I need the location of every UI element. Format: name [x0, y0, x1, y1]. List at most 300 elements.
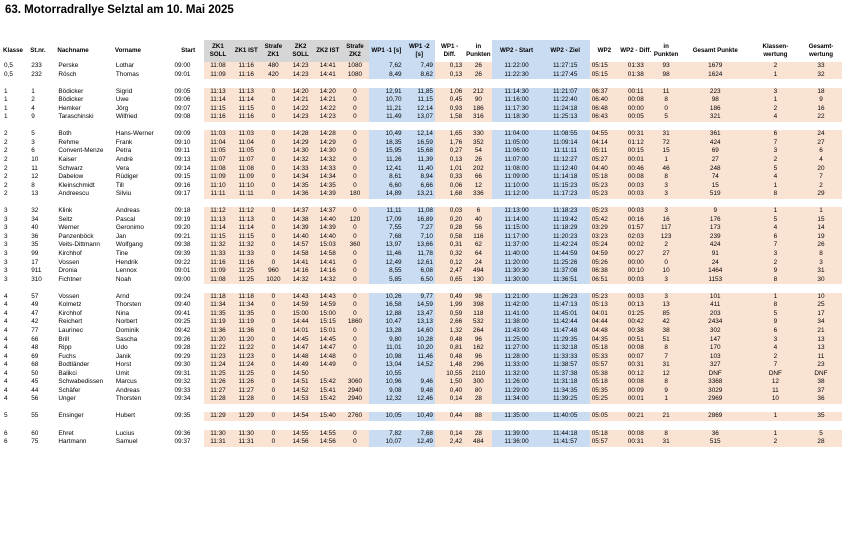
- table-cell: 75: [31, 438, 39, 446]
- table-cell: Brill: [58, 335, 70, 343]
- table-cell: Convent-Menze: [58, 147, 104, 155]
- table-cell: 14:16: [286, 267, 314, 276]
- table-cell: 2: [800, 182, 842, 191]
- table-cell: 11:25:00: [492, 336, 540, 345]
- table-cell: 300: [464, 378, 492, 387]
- table-cell: 11:34:00: [492, 395, 540, 404]
- table-cell: 186: [464, 105, 492, 114]
- table-cell: 85: [653, 310, 680, 319]
- column-header: Strafe ZK1: [260, 40, 286, 62]
- table-cell: 4: [4, 301, 8, 309]
- table-cell: 1153: [680, 276, 751, 285]
- table-cell: 14:41: [315, 62, 341, 71]
- table-cell: 0,14: [435, 430, 464, 439]
- table-cell: 4: [4, 344, 8, 352]
- table-cell: 8: [751, 301, 800, 310]
- table-cell: 11: [31, 164, 38, 172]
- table-cell: 11:44:59: [541, 250, 590, 259]
- table-cell: 6,50: [404, 276, 435, 285]
- table-cell: 11:08: [232, 165, 260, 174]
- table-cell: 05:57: [590, 438, 619, 447]
- table-cell: 11:28:00: [492, 353, 540, 362]
- table-cell: 11,40: [404, 165, 435, 174]
- table-cell: 3: [4, 232, 8, 240]
- table-cell: 0: [260, 412, 286, 421]
- table-cell: 14,59: [404, 301, 435, 310]
- table-cell: 11:13: [204, 88, 232, 97]
- table-cell: 11:13: [232, 216, 260, 225]
- table-cell: 68: [31, 361, 39, 369]
- table-cell: 11:47:13: [541, 301, 590, 310]
- table-cell: 1,65: [435, 130, 464, 139]
- table-cell: 34: [31, 215, 39, 223]
- table-cell: 0,31: [435, 241, 464, 250]
- table-cell: 90: [464, 96, 492, 105]
- table-row: [2, 370, 842, 379]
- table-cell: 11:30: [232, 430, 260, 439]
- table-cell: 09:28: [174, 344, 191, 352]
- table-cell: 8: [653, 430, 680, 439]
- table-cell: 0: [341, 353, 369, 362]
- table-cell: 147: [680, 336, 751, 345]
- table-cell: 2869: [680, 412, 751, 421]
- table-cell: 00:01: [619, 156, 652, 165]
- table-cell: 14:59: [315, 301, 341, 310]
- table-cell: 296: [464, 361, 492, 370]
- table-cell: 11:36:00: [492, 438, 540, 447]
- table-cell: 96: [464, 353, 492, 362]
- table-cell: 11:41:00: [492, 310, 540, 319]
- table-cell: 11:05:00: [492, 139, 540, 148]
- table-cell: 11:07: [232, 156, 260, 165]
- table-cell: 05:35: [590, 387, 619, 396]
- table-cell: 336: [464, 190, 492, 199]
- table-cell: 2,47: [435, 267, 464, 276]
- table-cell: 11:30:30: [492, 267, 540, 276]
- table-cell: 9: [680, 207, 751, 216]
- table-cell: 11:14: [204, 224, 232, 233]
- table-cell: 11:35: [204, 310, 232, 319]
- table-cell: 14:43: [286, 293, 314, 302]
- table-cell: 13,13: [404, 318, 435, 327]
- table-cell: 14:56: [315, 438, 341, 447]
- table-cell: 11:31: [232, 438, 260, 447]
- table-cell: 4: [4, 352, 8, 360]
- table-cell: 11:16: [232, 62, 260, 71]
- table-cell: 60: [31, 429, 39, 437]
- table-cell: 2,42: [435, 438, 464, 447]
- table-cell: 118: [464, 310, 492, 319]
- table-cell: 130: [464, 276, 492, 285]
- table-cell: 10,55: [435, 370, 464, 379]
- table-cell: 14:20: [315, 88, 341, 97]
- table-cell: 17: [800, 310, 842, 319]
- table-cell: 14:35: [315, 182, 341, 191]
- table-cell: 34: [800, 318, 842, 327]
- table-cell: 11,46: [369, 250, 404, 259]
- table-cell: 05:23: [590, 293, 619, 302]
- table-cell: Bödicker: [58, 96, 84, 104]
- table-cell: 9,08: [369, 387, 404, 396]
- table-cell: 3: [4, 215, 8, 223]
- table-row: [2, 310, 842, 319]
- table-cell: 0: [341, 310, 369, 319]
- table-cell: 13,07: [404, 113, 435, 122]
- table-cell: 1,32: [435, 327, 464, 336]
- table-cell: 11:33:00: [492, 361, 540, 370]
- table-cell: 11:42:00: [492, 301, 540, 310]
- table-cell: 04:35: [590, 336, 619, 345]
- table-cell: 09:05: [174, 87, 191, 95]
- table-cell: 09:19: [174, 215, 191, 223]
- table-cell: 14:37: [286, 207, 314, 216]
- table-cell: 5: [4, 412, 8, 420]
- table-cell: 01:38: [619, 71, 652, 80]
- table-cell: Andreas: [115, 386, 140, 394]
- table-cell: 45: [31, 378, 39, 386]
- table-cell: 13: [800, 336, 842, 345]
- table-cell: 9: [751, 267, 800, 276]
- table-cell: 11:23: [232, 353, 260, 362]
- table-cell: 2969: [680, 395, 751, 404]
- table-cell: Frank: [115, 138, 133, 146]
- table-cell: 11:38:00: [492, 318, 540, 327]
- table-cell: 11:17:30: [492, 105, 540, 114]
- table-cell: 09:30: [174, 361, 191, 369]
- table-cell: Reichert: [58, 318, 83, 326]
- table-cell: 11:21:00: [492, 293, 540, 302]
- table-cell: 0: [260, 182, 286, 191]
- column-header: WP2 - Start: [492, 40, 540, 62]
- table-cell: 05:23: [590, 182, 619, 191]
- table-cell: 16,59: [404, 139, 435, 148]
- table-cell: 05:24: [590, 241, 619, 250]
- table-cell: 0: [260, 387, 286, 396]
- table-cell: 3: [4, 258, 8, 266]
- table-cell: 8: [31, 181, 35, 189]
- table-cell: 44: [31, 386, 39, 394]
- table-cell: 38: [653, 327, 680, 336]
- column-header: WP1 -1 [s]: [369, 40, 404, 62]
- table-cell: 01:25: [619, 310, 652, 319]
- table-cell: 0: [341, 113, 369, 122]
- table-cell: 8: [653, 173, 680, 182]
- table-cell: 7,55: [369, 224, 404, 233]
- table-cell: Schwabedissen: [58, 378, 104, 386]
- table-cell: 00:08: [619, 430, 652, 439]
- table-cell: 2434: [680, 318, 751, 327]
- table-cell: 11:18:30: [492, 113, 540, 122]
- table-cell: 11:36:51: [541, 276, 590, 285]
- table-row: [2, 438, 842, 447]
- table-cell: 2: [653, 241, 680, 250]
- table-cell: 91: [680, 250, 751, 259]
- separator-cell: [2, 199, 842, 208]
- table-cell: 31: [653, 130, 680, 139]
- table-cell: 46: [653, 165, 680, 174]
- table-cell: 14:49: [315, 361, 341, 370]
- table-cell: 00:11: [619, 88, 652, 97]
- table-cell: 1,01: [435, 165, 464, 174]
- table-cell: 09:24: [174, 292, 191, 300]
- table-cell: 11:05: [204, 147, 232, 156]
- table-cell: 98: [653, 71, 680, 80]
- table-cell: 11:32:00: [492, 370, 540, 379]
- table-cell: 09:42: [174, 326, 191, 334]
- table-cell: 28: [800, 438, 842, 447]
- table-cell: 14:36: [286, 190, 314, 199]
- table-cell: 10,49: [369, 130, 404, 139]
- table-cell: 11:31: [204, 438, 232, 447]
- table-row: [2, 96, 842, 105]
- column-header: Vorname: [114, 47, 141, 54]
- table-cell: 9,48: [404, 387, 435, 396]
- table-cell: 6: [31, 147, 35, 155]
- table-cell: Perske: [58, 62, 79, 69]
- table-cell: 6,66: [404, 182, 435, 191]
- table-cell: 32: [31, 207, 39, 215]
- table-cell: 36: [680, 430, 751, 439]
- table-cell: 14:23: [286, 62, 314, 71]
- table-cell: 14:45: [286, 336, 314, 345]
- separator-cell: [2, 421, 842, 430]
- table-cell: 1: [4, 96, 8, 104]
- table-row: [2, 224, 842, 233]
- table-cell: 310: [31, 275, 42, 283]
- table-cell: 11:12:40: [541, 165, 590, 174]
- table-cell: 09:07: [174, 104, 191, 112]
- table-cell: 7: [751, 139, 800, 148]
- table-cell: 1080: [341, 62, 369, 71]
- table-cell: 180: [341, 190, 369, 199]
- table-cell: 6,60: [369, 182, 404, 191]
- table-cell: 0: [260, 259, 286, 268]
- table-cell: 17: [31, 258, 39, 266]
- table-cell: 10,07: [369, 438, 404, 447]
- table-cell: 0: [260, 147, 286, 156]
- table-cell: 00:21: [619, 412, 652, 421]
- table-cell: 09:29: [174, 352, 191, 360]
- table-cell: 00:31: [619, 438, 652, 447]
- table-cell: Klink: [58, 207, 73, 215]
- table-cell: 42: [31, 318, 39, 326]
- table-cell: 04:14: [590, 139, 619, 148]
- table-cell: 0: [341, 139, 369, 148]
- table-cell: 11:22: [232, 344, 260, 353]
- table-cell: 0,44: [435, 412, 464, 421]
- table-cell: 1: [751, 71, 800, 80]
- table-cell: 0: [341, 301, 369, 310]
- table-cell: Dronia: [58, 267, 78, 275]
- table-cell: 0,48: [435, 336, 464, 345]
- table-cell: DNF: [751, 370, 800, 379]
- table-cell: 0,32: [435, 250, 464, 259]
- table-cell: 48: [31, 344, 39, 352]
- table-cell: 1624: [680, 71, 751, 80]
- table-cell: 14:33: [286, 165, 314, 174]
- table-cell: 00:27: [619, 250, 652, 259]
- table-cell: Rehme: [58, 138, 79, 146]
- table-cell: Seitz: [58, 215, 73, 223]
- table-cell: 11:28: [232, 395, 260, 404]
- column-header: WP1 - Diff.: [441, 43, 459, 58]
- table-cell: 00:15: [619, 147, 652, 156]
- table-cell: 1: [800, 207, 842, 216]
- table-cell: 0: [341, 276, 369, 285]
- table-cell: 00:08: [619, 378, 652, 387]
- table-cell: 0: [260, 241, 286, 250]
- table-cell: 00:00: [619, 259, 652, 268]
- table-cell: 51: [653, 336, 680, 345]
- table-cell: 0: [260, 370, 286, 379]
- table-cell: 0: [341, 96, 369, 105]
- table-cell: 11,21: [369, 105, 404, 114]
- table-cell: 04:01: [590, 310, 619, 319]
- table-cell: 2: [4, 164, 8, 172]
- table-cell: 0,58: [435, 233, 464, 242]
- table-cell: 0: [260, 113, 286, 122]
- table-cell: 960: [260, 267, 286, 276]
- table-cell: 11:12:27: [541, 156, 590, 165]
- table-cell: 06:40: [590, 96, 619, 105]
- table-cell: 4: [4, 369, 8, 377]
- table-cell: Silviu: [115, 190, 132, 198]
- table-cell: 18: [800, 88, 842, 97]
- table-cell: 12,88: [369, 310, 404, 319]
- table-cell: 11:08: [204, 276, 232, 285]
- table-cell: Andreas: [115, 207, 140, 215]
- table-cell: 66: [31, 335, 39, 343]
- table-cell: 2760: [341, 412, 369, 421]
- table-cell: 25: [800, 301, 842, 310]
- table-cell: 11:12: [232, 207, 260, 216]
- table-cell: 09:11: [174, 147, 191, 155]
- table-cell: 06:43: [590, 113, 619, 122]
- table-cell: 11:27:45: [541, 71, 590, 80]
- table-row: [2, 353, 842, 362]
- table-cell: 04:44: [590, 318, 619, 327]
- table-cell: 11:37:00: [492, 241, 540, 250]
- table-cell: [315, 370, 341, 379]
- table-cell: Kirchhof: [58, 309, 82, 317]
- table-cell: 2: [4, 130, 8, 138]
- table-cell: 11:45:01: [541, 310, 590, 319]
- table-cell: 0: [341, 165, 369, 174]
- table-cell: 9: [31, 113, 35, 121]
- table-cell: 09:38: [174, 241, 191, 249]
- table-cell: 14:52: [286, 387, 314, 396]
- table-cell: 40: [31, 224, 39, 232]
- table-cell: 11:42:24: [541, 241, 590, 250]
- table-cell: 2940: [341, 387, 369, 396]
- table-cell: 15:00: [315, 310, 341, 319]
- table-cell: 4: [4, 318, 8, 326]
- table-cell: 5: [751, 310, 800, 319]
- table-cell: 11:10: [232, 182, 260, 191]
- table-cell: 4: [4, 292, 8, 300]
- table-cell: 0: [341, 293, 369, 302]
- table-cell: 18,35: [369, 139, 404, 148]
- table-cell: 11:33: [204, 250, 232, 259]
- table-cell: 321: [680, 113, 751, 122]
- table-cell: 11:10:00: [492, 182, 540, 191]
- table-cell: 14:30: [286, 147, 314, 156]
- table-cell: 00:46: [619, 165, 652, 174]
- table-cell: 2: [751, 259, 800, 268]
- table-cell: 14:57: [286, 241, 314, 250]
- table-cell: 1: [4, 87, 8, 95]
- table-cell: 14:45: [315, 336, 341, 345]
- table-cell: 15,68: [404, 147, 435, 156]
- table-cell: 14:41: [315, 259, 341, 268]
- table-cell: 223: [680, 88, 751, 97]
- column-header: in Punkten: [466, 43, 491, 58]
- table-cell: 09:25: [174, 318, 191, 326]
- table-row: [2, 233, 842, 242]
- table-cell: 4: [751, 113, 800, 122]
- table-row: [2, 395, 842, 404]
- table-cell: 99: [31, 250, 39, 258]
- table-cell: 98: [464, 293, 492, 302]
- table-cell: 239: [680, 233, 751, 242]
- table-row: [2, 62, 842, 71]
- table-cell: 5: [31, 130, 35, 138]
- table-cell: 15:01: [315, 327, 341, 336]
- table-row: [2, 301, 842, 310]
- results-table: [2, 40, 842, 447]
- table-cell: 2: [751, 156, 800, 165]
- table-cell: 0: [341, 233, 369, 242]
- table-cell: 02:03: [619, 233, 652, 242]
- table-cell: 23: [800, 361, 842, 370]
- table-cell: 04:40: [590, 165, 619, 174]
- table-cell: 6: [800, 147, 842, 156]
- table-cell: 9,80: [369, 336, 404, 345]
- table-cell: 14:21: [315, 96, 341, 105]
- table-cell: 14:22: [315, 105, 341, 114]
- table-row: [2, 430, 842, 439]
- table-cell: 14:23: [315, 113, 341, 122]
- table-cell: 12,14: [404, 105, 435, 114]
- table-cell: 31: [653, 438, 680, 447]
- table-cell: 09:01: [174, 70, 191, 78]
- table-cell: 3: [653, 190, 680, 199]
- table-cell: 11:15: [232, 233, 260, 242]
- table-cell: 11:26:00: [492, 378, 540, 387]
- table-cell: 233: [31, 62, 42, 69]
- table-cell: 09:32: [174, 378, 191, 386]
- table-cell: 14:40: [315, 216, 341, 225]
- table-cell: 05:23: [590, 207, 619, 216]
- table-cell: DNF: [680, 370, 751, 379]
- table-cell: 11:39:25: [541, 395, 590, 404]
- table-cell: 11:14: [204, 96, 232, 105]
- table-cell: 11:15: [204, 105, 232, 114]
- table-cell: 11:16: [232, 113, 260, 122]
- table-cell: 0,48: [435, 353, 464, 362]
- table-cell: 2: [4, 181, 8, 189]
- table-cell: 248: [680, 165, 751, 174]
- table-cell: 14,60: [404, 327, 435, 336]
- table-cell: [341, 370, 369, 379]
- table-cell: 15:42: [315, 378, 341, 387]
- table-cell: 2: [4, 138, 8, 146]
- table-cell: 1,48: [435, 361, 464, 370]
- table-row: [2, 259, 842, 268]
- table-cell: 12,46: [404, 395, 435, 404]
- table-cell: 360: [341, 241, 369, 250]
- table-cell: 11:05: [232, 147, 260, 156]
